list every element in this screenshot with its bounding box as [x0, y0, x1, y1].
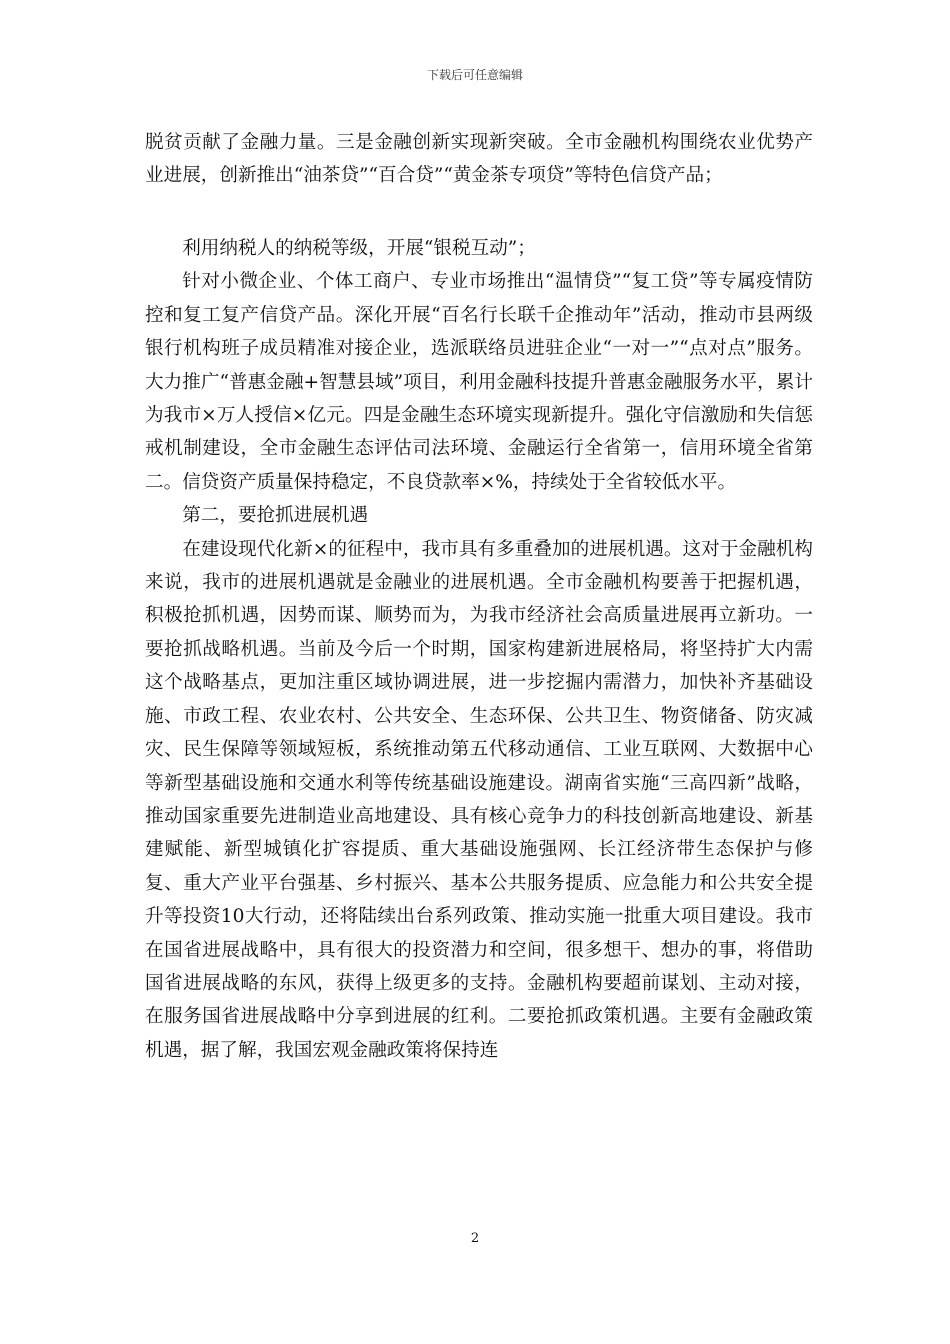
paragraph: 利用纳税人的纳税等级，开展“银税互动”；	[182, 238, 536, 259]
text-block-main	[145, 232, 813, 1067]
section-heading: 第二，要抢抓进展机遇	[182, 505, 369, 527]
page-number: 2	[470, 1231, 480, 1246]
paragraph: 脱贫贡献了金融力量。三是金融创新实现新突破。全市金融机构围绕农业优势产业进展，创新推出“油茶贷”“百合贷”“黄金茶专项贷”等特色信贷产品；	[145, 132, 813, 187]
page-header: 下载后可任意编辑	[426, 68, 523, 82]
text-block-top	[145, 126, 813, 193]
paragraph: 在建设现代化新×的征程中，我市具有多重叠加的进展机遇。这对于金融机构来说，我市的进展机遇就是金融业的进展机遇。全市金融机构要善于把握机遇，积极抢抓机遇，因势而谋、顺势而为，为我市经济社会高质量进展再立新功。一要抢抓战略机遇。当前及今后一个时期，国家构建新进展格局，将坚持扩大内需这个战略基点，更加注重区域协调进展，进一步挖掘内需潜力，加快补齐基础设施、市政工程、农业农村、公共安全、生态环保、公共卫生、物资储备、防灾减灾、民生保障等领域短板，系统推动第五代移动通信、工业互联网、大数据中心等新型基础设施和交通水利等传统基础设施建设。湖南省实施“三高四新”战略，推动国家重要先进制造业高地建设、具有核心竞争力的科技创新高地建设、新基建赋能、新型城镇化扩容提质、重大基础设施强网、长江经济带生态保护与修复、重大产业平台强基、乡村振兴、基本公共服务提质、应急能力和公共安全提升等投资10大行动，还将陆续出台系列政策、推动实施一批重大项目建设。我市在国省进展战略中，具有很大的投资潜力和空间，很多想干、想办的事，将借助国省进展战略的东风，获得上级更多的支持。金融机构要超前谋划、主动对接，在服务国省进展战略中分享到进展的红利。二要抢抓政策机遇。主要有金融政策机遇，据了解，我国宏观金融政策将保持连	[145, 538, 813, 1061]
paragraph: 针对小微企业、个体工商户、专业市场推出“温情贷”“复工贷”等专属疫情防控和复工复产信贷产品。深化开展“百名行长联千企推动年”活动，推动市县两级银行机构班子成员精准对接企业，选派联络员进驻企业“一对一”“点对点”服务。大力推广“普惠金融+智慧县域”项目，利用金融科技提升普惠金融服务水平，累计为我市×万人授信×亿元。四是金融生态环境实现新提升。强化守信激励和失信惩戒机制建设，全市金融生态评估司法环境、金融运行全省第一，信用环境全省第二。信贷资产质量保持稳定，不良贷款率×%，持续处于全省较低水平。	[145, 271, 813, 493]
